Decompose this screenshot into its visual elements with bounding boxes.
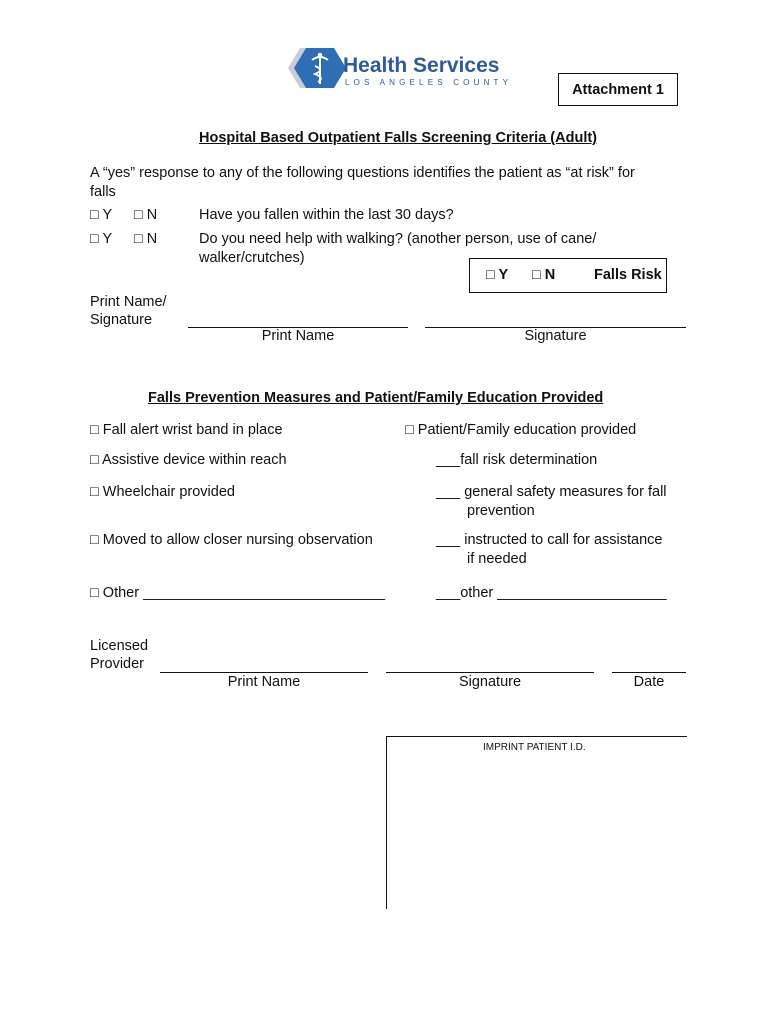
print-name-caption: Print Name [261,328,335,344]
attachment-label: Attachment 1 [558,73,678,106]
education-safety-measures[interactable]: ___ general safety measures for fall [436,484,667,500]
measure-wrist-band[interactable]: □ Fall alert wrist band in place [90,422,283,438]
measures-title: Falls Prevention Measures and Patient/Family Education Provided [148,390,604,406]
education-call-assistance-cont: if needed [467,551,527,567]
provider-signature-caption: Signature [458,674,522,690]
measure-assistive-device[interactable]: □ Assistive device within reach [90,452,287,468]
form-title: Hospital Based Outpatient Falls Screening Criteria (Adult) [199,130,598,146]
falls-risk-box [469,258,667,293]
education-fall-risk[interactable]: ___fall risk determination [436,452,598,468]
q1-no-checkbox[interactable]: □ N [134,207,158,223]
q2-yes-checkbox[interactable]: □ Y [90,231,113,247]
q1-text: Have you fallen within the last 30 days? [199,207,454,223]
signature-caption: Signature [524,328,587,344]
q2-text: Do you need help with walking? (another person, use of cane/ [199,231,597,247]
q2-no-checkbox[interactable]: □ N [134,231,158,247]
falls-risk-no-checkbox[interactable]: □ N [532,267,556,283]
provider-print-name-caption: Print Name [227,674,301,690]
provider-date-line[interactable] [612,672,686,673]
measure-wheelchair[interactable]: □ Wheelchair provided [90,484,235,500]
q1-yes-checkbox[interactable]: □ Y [90,207,113,223]
licensed-provider-label: Licensed [90,638,149,654]
education-other[interactable]: ___other _____________________ [436,585,667,601]
imprint-patient-id-label: IMPRINT PATIENT I.D. [483,742,586,753]
falls-risk-yes-checkbox[interactable]: □ Y [486,267,509,283]
provider-signature-line[interactable] [386,672,594,673]
print-name-signature-label-2: Signature [90,312,153,328]
education-call-assistance[interactable]: ___ instructed to call for assistance [436,532,663,548]
licensed-provider-label-2: Provider [90,656,144,672]
intro-line-1: A “yes” response to any of the following questions identifies the patient as “at risk” for [90,165,635,181]
logo [288,44,513,92]
measure-other[interactable]: □ Other ______________________________ [90,585,386,601]
logo-subtitle: LOS ANGELES COUNTY [345,78,513,87]
provider-print-name-line[interactable] [160,672,368,673]
falls-risk-label: Falls Risk [594,267,662,283]
measure-moved-closer[interactable]: □ Moved to allow closer nursing observation [90,532,373,548]
provider-date-caption: Date [633,674,665,690]
imprint-patient-id-box[interactable] [386,736,687,909]
intro-line-2: falls [90,184,116,200]
print-name-signature-label: Print Name/ [90,294,167,310]
education-safety-measures-cont: prevention [467,503,535,519]
education-provided[interactable]: □ Patient/Family education provided [405,422,637,438]
logo-name: Health Services [343,54,500,77]
q2-text-continued: walker/crutches) [199,250,305,266]
